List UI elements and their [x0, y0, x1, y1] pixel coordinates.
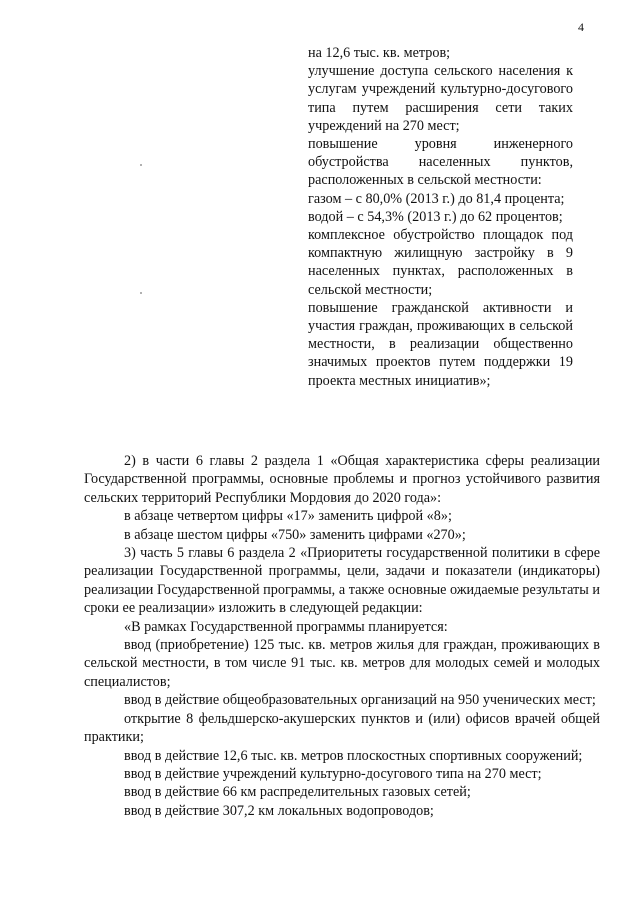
body-paragraph: ввод в действие 66 км распределительных газовых сетей; [124, 784, 471, 801]
body-paragraph: ввод в действие 307,2 км локальных водопроводов; [124, 802, 434, 819]
right-column-text [308, 44, 573, 390]
scan-speck [140, 292, 142, 294]
right-paragraph: повышение уровня инженерного обустройства населенных пунктов, расположенных в сельской местности: [308, 136, 573, 189]
right-paragraph: водой – с 54,3% (2013 г.) до 62 процентов; [308, 208, 563, 225]
right-paragraph: на 12,6 тыс. кв. метров; [308, 45, 451, 61]
body-paragraph: ввод в действие учреждений культурно-досугового типа на 270 мест; [124, 765, 542, 782]
body-paragraph: «В рамках Государственной программы планируется: [124, 618, 448, 635]
body-paragraph: 2) в части 6 главы 2 раздела 1 «Общая характеристика сферы реализации Государственной программы, основные проблемы и прогноз устойчивого развития сельских территорий Республики Мордовия до 2020 года»: [84, 453, 600, 506]
right-paragraph: улучшение доступа сельского населения к услугам учреждений культурно-досугового типа путем расширения сети таких учреждений на 270 мест; [308, 63, 573, 134]
body-paragraph: в абзаце четвертом цифры «17» заменить цифрой «8»; [124, 508, 452, 525]
page-number: 4 [578, 20, 584, 34]
body-paragraph: ввод в действие 12,6 тыс. кв. метров плоскостных спортивных сооружений; [124, 747, 583, 764]
right-paragraph: повышение гражданской активности и участия граждан, проживающих в сельской местности, в реализации общественно значимых проектов путем поддержки 19 проекта местных инициатив»; [308, 299, 573, 389]
scan-speck [140, 164, 142, 166]
body-paragraph: ввод в действие общеобразовательных организаций на 950 ученических мест; [124, 692, 596, 709]
body-paragraph: открытие 8 фельдшерско-акушерских пунктов и (или) офисов врачей общей практики; [84, 710, 600, 746]
body-paragraph: в абзаце шестом цифры «750» заменить цифрами «270»; [124, 526, 466, 543]
body-paragraph: 3) часть 5 главы 6 раздела 2 «Приоритеты государственной политики в сфере реализации Государственной программы, цели, задачи и показатели (индикаторы) реализации Государственной программы, а также основные ожидаемые результаты и сроки ее реализации» изложить в следующей редакции: [84, 545, 600, 617]
main-body-text [84, 452, 600, 820]
body-paragraph: ввод (приобретение) 125 тыс. кв. метров жилья для граждан, проживающих в сельской местности, в том числе 91 тыс. кв. метров для молодых семей и молодых специалистов; [84, 637, 600, 690]
right-paragraph: комплексное обустройство площадок под компактную жилищную застройку в 9 населенных пунктах, расположенных в сельской местности; [308, 227, 573, 298]
right-paragraph: газом – с 80,0% (2013 г.) до 81,4 процента; [308, 190, 565, 207]
